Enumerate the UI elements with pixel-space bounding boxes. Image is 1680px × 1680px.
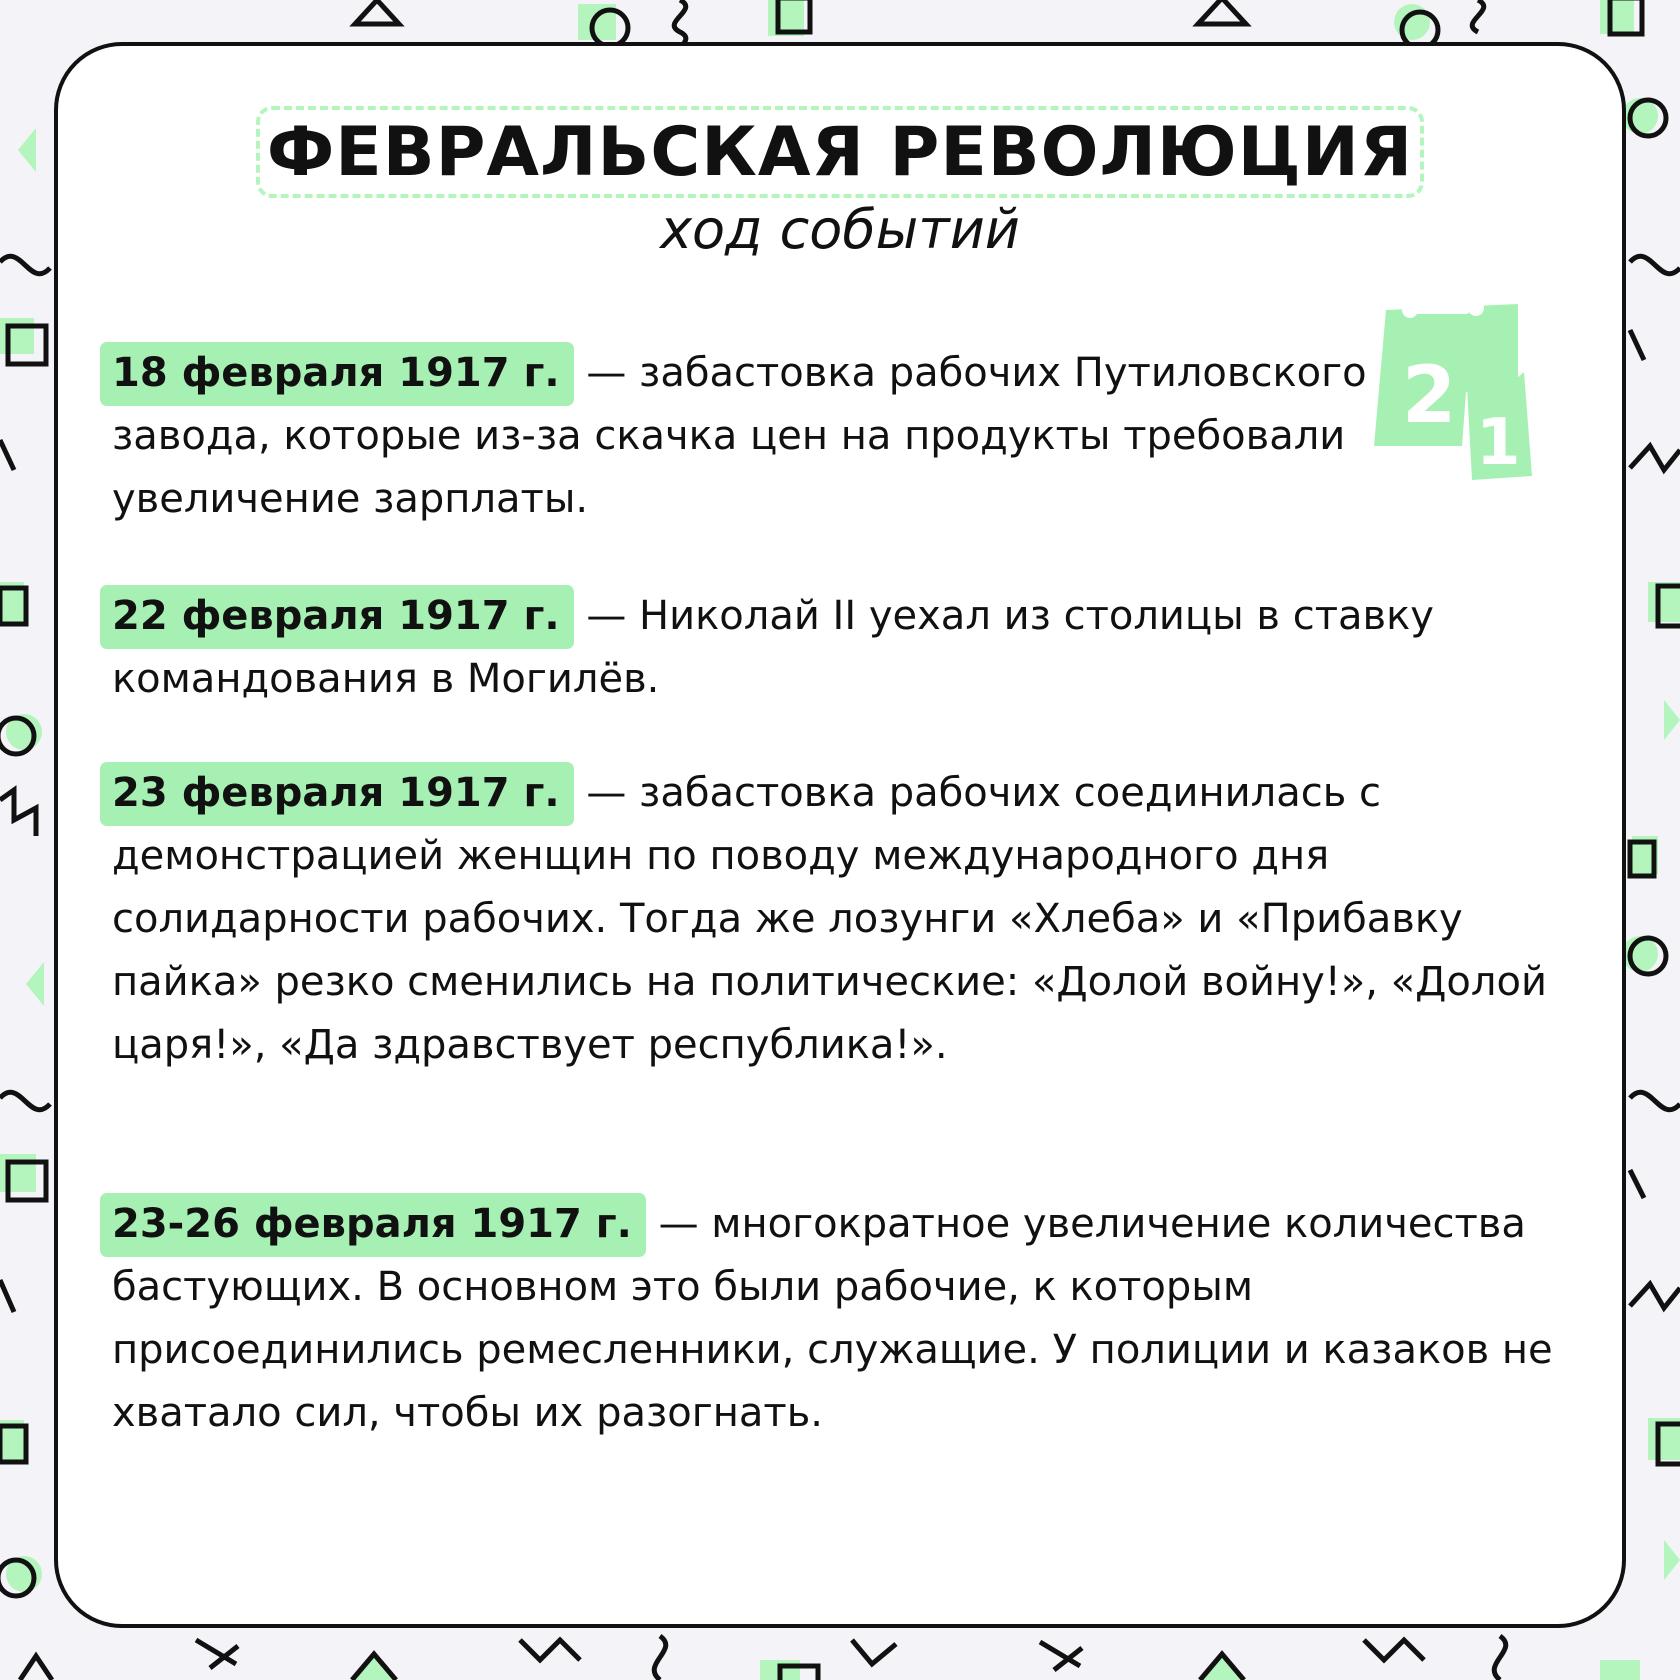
calendar-digit-back: 2 [1402, 351, 1457, 441]
event-date: 18 февраля 1917 г. [100, 342, 574, 406]
event-item [112, 342, 1402, 531]
event-item [112, 585, 1582, 711]
calendar-digit-front: 1 [1476, 406, 1521, 480]
event-item [112, 1193, 1582, 1445]
doodle-bottom-strip [20, 1636, 1640, 1680]
event-description: — многократное увеличение количества бастующих. В основном это были рабочие, к которым присоединились ремесленники, служащие. У полиции и казаков не хватало сил, чтобы их разогнать. [112, 1201, 1553, 1436]
page-title: ФЕВРАЛЬСКАЯ РЕВОЛЮЦИЯ [266, 112, 1414, 192]
doodle-left-strip [0, 128, 50, 1596]
event-item [112, 762, 1582, 1077]
page-subtitle: ход событий [660, 198, 1020, 261]
event-date: 23 февраля 1917 г. [100, 762, 574, 826]
doodle-right-strip [1622, 98, 1680, 1580]
event-description: — забастовка рабочих соединилась с демонстрацией женщин по поводу международного дня солидарности рабочих. Тогда же лозунги «Хлеба» и «Прибавку пайка» резко сменились на политические: «Долой войну!», «Долой царя!», «Да здравствует республика!». [112, 770, 1547, 1068]
event-date: 23-26 февраля 1917 г. [100, 1193, 646, 1257]
event-date: 22 февраля 1917 г. [100, 585, 574, 649]
calendar-front-page [1466, 368, 1532, 480]
event-description: — Николай II уехал из столицы в ставку командования в Могилёв. [112, 593, 1434, 702]
event-description: — забастовка рабочих Путиловского завода, которые из-за скачка цен на продукты требовали увеличение зарплаты. [112, 350, 1367, 522]
title-frame [256, 106, 1424, 198]
